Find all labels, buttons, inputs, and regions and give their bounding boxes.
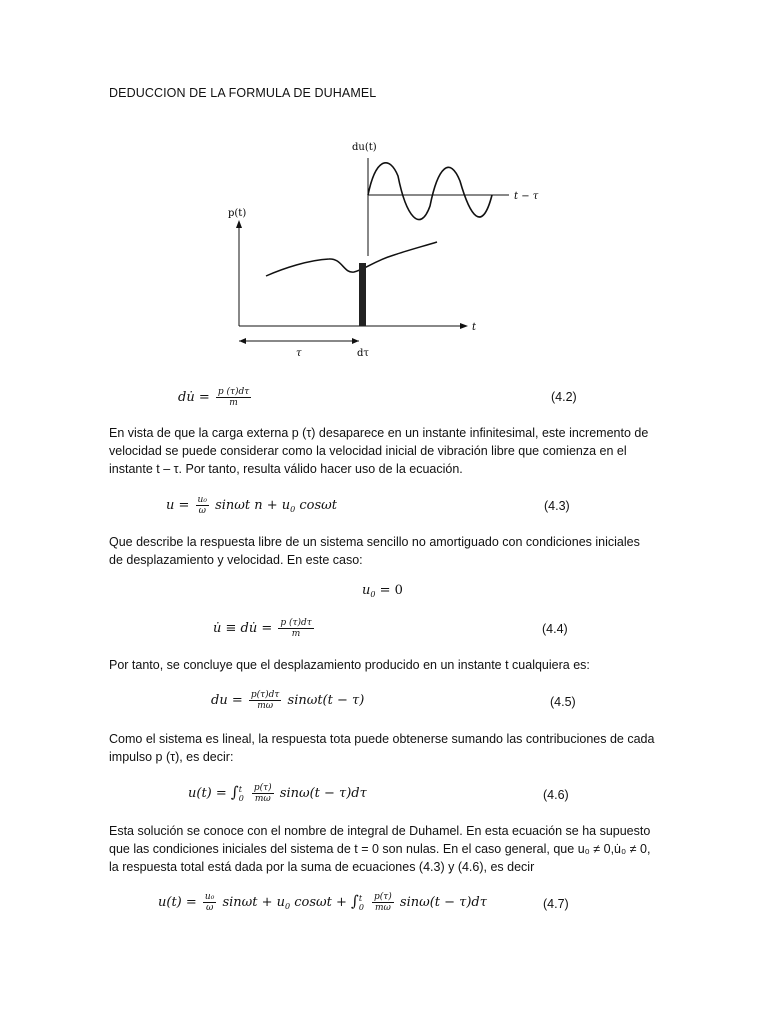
paragraph-4: Como el sistema es lineal, la respuesta tota puede obtenerse sumando las contribuciones de cada impulso p (τ), es decir:	[109, 732, 655, 764]
equation-4-2: du̇ = $\frac{p (\tau)d\tau}{m}$	[178, 387, 250, 408]
p-axis-arrow	[236, 220, 242, 228]
equation-number-4-5: (4.5)	[550, 695, 576, 709]
paragraph-2: Que describe la respuesta libre de un sistema sencillo no amortiguado con condiciones iniciales de desplazamiento y velocidad. En este caso:	[109, 535, 640, 567]
equation-4-3: u = $\frac{\text{u₀}}{\omega}$ sinωt $n + u_0$ cosωt	[166, 495, 337, 516]
t-tau-label: t − τ	[514, 191, 539, 202]
t-axis-label: t	[472, 322, 477, 333]
equation-4-4: u̇ ≡ du̇ = $\frac{p (\tau)d\tau}{m}$	[213, 618, 312, 639]
paragraph-3: Por tanto, se concluye que el desplazamiento producido en un instante t cualquiera es:	[109, 658, 590, 672]
impulse-strip	[359, 263, 366, 326]
integral-sign: ∫	[230, 783, 239, 801]
duhamel-figure	[224, 136, 554, 366]
equation-number-4-4: (4.4)	[542, 622, 568, 636]
equation-4-5: du = $\frac{p(\tau)d\tau}{m\omega}$ sinωt(t − τ)	[211, 690, 365, 711]
paragraph-1: En vista de que la carga externa p (τ) desaparece en un instante infinitesimal, este incremento de velocidad se puede considerar como la velocidad inicial de vibración libre que comienza en el instante t – τ. Por tanto, resulta válido hacer uso de la ecuación.	[109, 426, 649, 476]
du-axis-label: du(t)	[352, 142, 377, 153]
dtau-label: dτ	[357, 348, 369, 359]
equation-number-4-7: (4.7)	[543, 897, 569, 911]
tau-label: τ	[296, 348, 302, 359]
page-title: DEDUCCION DE LA FORMULA DE DUHAMEL	[109, 86, 377, 100]
integral-sign: ∫	[351, 892, 359, 910]
paragraph-5: Esta solución se conoce con el nombre de integral de Duhamel. En esta ecuación se ha supuesto que las condiciones iniciales del sistema de t = 0 son nulas. En el caso general, que u₀ ≠ 0,u̇₀ ≠ 0, la respuesta total está dada por la suma de ecuaciones (4.3) y (4.6), es decir	[109, 824, 651, 874]
load-curve	[266, 242, 437, 276]
equation-number-4-2: (4.2)	[551, 390, 577, 404]
equation-4-6: u(t) = ∫ t 0 $\frac{p(\tau)}{m\omega}$ sinω(t − τ)dτ	[188, 783, 367, 804]
t-axis-arrow	[460, 323, 468, 329]
equation-number-4-3: (4.3)	[544, 499, 570, 513]
equation-u0-zero: $u_0 = 0$	[362, 583, 403, 599]
equation-number-4-6: (4.6)	[543, 788, 569, 802]
p-axis-label: p(t)	[228, 208, 247, 219]
equation-4-7: u(t) = $\frac{\text{u₀}}{\omega}$ $\sin\omega t + u_0$ cosωt + ∫ t 0 $\frac{p(\tau)}{m\omega}$ sinω(t − τ)dτ	[158, 892, 487, 913]
sine-wave	[368, 163, 492, 220]
